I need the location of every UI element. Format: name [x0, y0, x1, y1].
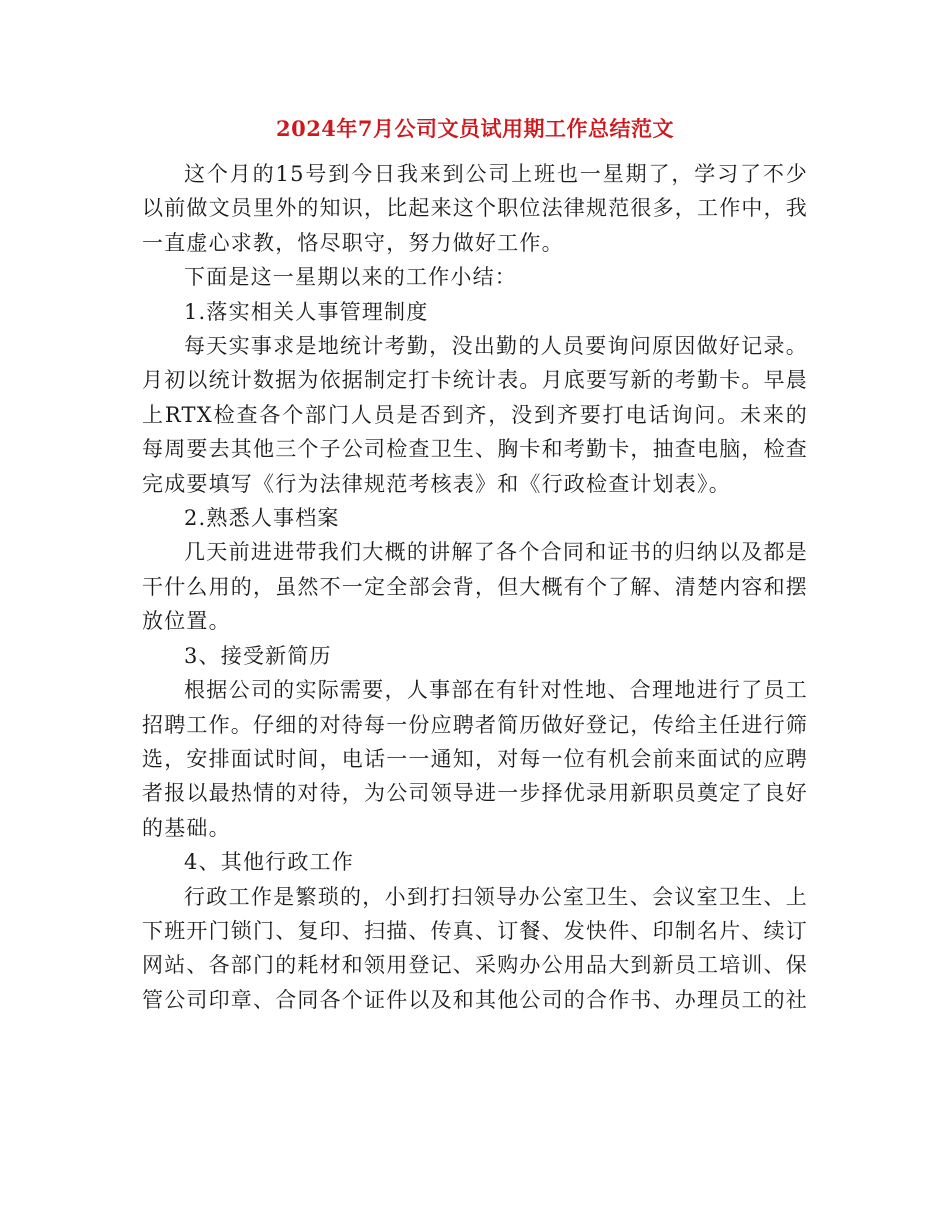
section-heading-2: 2.熟悉人事档案 [184, 506, 340, 531]
document-body [142, 157, 808, 1017]
section-heading-3: 3、接受新简历 [184, 643, 332, 668]
section-heading-1: 1.落实相关人事管理制度 [184, 299, 429, 324]
paragraph-section-1: 每天实事求是地统计考勤，没出勤的人员要询问原因做好记录。月初以统计数据为依据制定打卡统计表。月底要写新的考勤卡。早晨上RTX检查各个部门人员是否到齐，没到齐要打电话询问。未来的每周要去其他三个子公司检查卫生、胸卡和考勤卡，抽查电脑，检查完成要填写《行为法律规范考核表》和《行政检查计划表》。 [142, 334, 808, 496]
paragraph-section-2: 几天前进进带我们大概的讲解了各个合同和证书的归纳以及都是干什么用的，虽然不一定全部会背，但大概有个了解、清楚内容和摆放位置。 [142, 540, 808, 634]
section-heading-4: 4、其他行政工作 [184, 850, 354, 875]
paragraph-section-3: 根据公司的实际需要，人事部在有针对性地、合理地进行了员工招聘工作。仔细的对待每一份应聘者简历做好登记，传给主任进行筛选，安排面试时间，电话一一通知，对每一位有机会前来面试的应聘者报以最热情的对待，为公司领导进一步择优录用新职员奠定了良好的基础。 [142, 678, 808, 840]
paragraph-summary-lead: 下面是这一星期以来的工作小结： [184, 265, 517, 290]
paragraph-intro: 这个月的15号到今日我来到公司上班也一星期了，学习了不少以前做文员里外的知识，比起来这个职位法律规范很多，工作中，我一直虚心求教，恪尽职守，努力做好工作。 [142, 162, 808, 255]
paragraph-section-4: 行政工作是繁琐的，小到打扫领导办公室卫生、会议室卫生、上下班开门锁门、复印、扫描、传真、订餐、发快件、印制名片、续订网站、各部门的耗材和领用登记、采购办公用品大到新员工培训、保管公司印章、合同各个证件以及和其他公司的合作书、办理员工的社 [142, 884, 808, 1012]
document-title: 2024年7月公司文员试用期工作总结范文 [275, 116, 675, 141]
